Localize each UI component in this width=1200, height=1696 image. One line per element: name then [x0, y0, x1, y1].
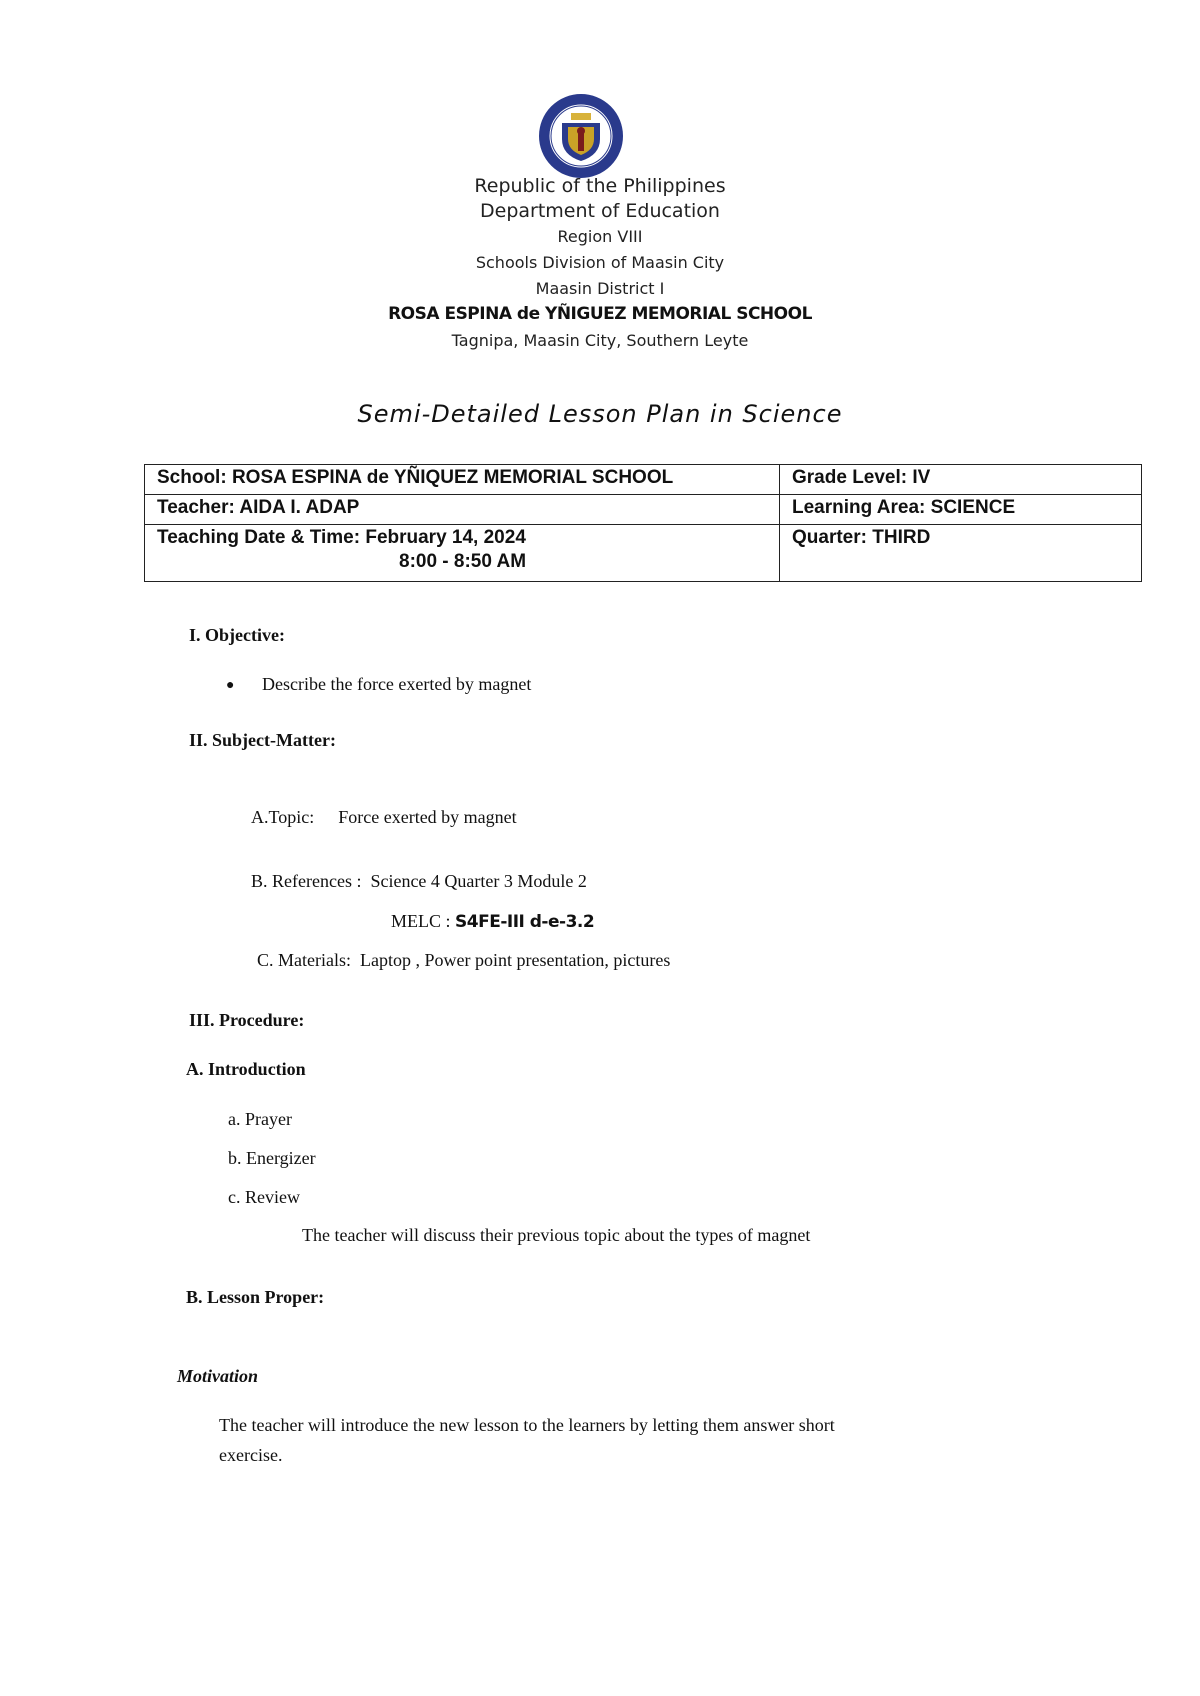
motivation-heading: Motivation — [177, 1366, 259, 1386]
bullet-icon: ● — [226, 678, 235, 693]
list-item: b. Energizer — [228, 1148, 316, 1168]
topic-label: A.Topic: — [251, 807, 315, 827]
melc-value: S4FE-III d-e-3.2 — [455, 912, 595, 932]
melc-line — [391, 911, 594, 932]
introduction-heading: A. Introduction — [186, 1059, 306, 1079]
motivation-text-line1: The teacher will introduce the new lesson to the learners by letting them answer short — [219, 1415, 835, 1435]
quarter-cell: Quarter: THIRD — [780, 525, 1142, 582]
materials-value: Laptop , Power point presentation, pictures — [359, 950, 671, 970]
table-row — [145, 525, 1142, 582]
teaching-date-cell — [145, 525, 780, 582]
grade-level-cell: Grade Level: IV — [780, 465, 1142, 495]
objective-item: Describe the force exerted by magnet — [262, 674, 532, 694]
header-region: Region VIII — [557, 227, 643, 246]
melc-label: MELC : — [391, 911, 451, 931]
header-republic: Republic of the Philippines — [474, 175, 726, 197]
references-value: Science 4 Quarter 3 Module 2 — [370, 871, 587, 891]
deped-seal-icon — [538, 93, 624, 179]
lesson-info-table — [144, 464, 1142, 582]
header-address: Tagnipa, Maasin City, Southern Leyte — [451, 331, 749, 350]
header-school-name: ROSA ESPINA de YÑIGUEZ MEMORIAL SCHOOL — [388, 304, 812, 324]
header-district: Maasin District I — [535, 279, 665, 298]
table-row — [145, 465, 1142, 495]
materials-line — [257, 950, 670, 971]
teaching-time: 8:00 - 8:50 AM — [399, 551, 527, 572]
lesson-proper-heading: B. Lesson Proper: — [186, 1287, 325, 1307]
header-department: Department of Education — [480, 200, 720, 222]
objective-heading: I. Objective: — [189, 625, 285, 645]
table-row — [145, 495, 1142, 525]
topic-value: Force exerted by magnet — [338, 807, 517, 827]
teacher-cell: Teacher: AIDA I. ADAP — [145, 495, 780, 525]
school-cell: School: ROSA ESPINA de YÑIQUEZ MEMORIAL SCHOOL — [145, 465, 780, 495]
motivation-text-line2: exercise. — [219, 1445, 283, 1465]
references-label: B. References : — [251, 871, 362, 891]
learning-area-cell: Learning Area: SCIENCE — [780, 495, 1142, 525]
header-division: Schools Division of Maasin City — [475, 253, 725, 272]
page-title: Semi-Detailed Lesson Plan in Science — [357, 400, 843, 428]
subject-matter-heading: II. Subject-Matter: — [189, 730, 336, 750]
teaching-date: Teaching Date & Time: February 14, 2024 — [157, 527, 526, 548]
materials-label: C. Materials: — [257, 950, 351, 970]
review-text: The teacher will discuss their previous topic about the types of magnet — [302, 1225, 811, 1245]
list-item: a. Prayer — [228, 1109, 292, 1129]
topic-line — [251, 807, 517, 828]
references-line — [251, 871, 587, 892]
list-item: c. Review — [228, 1187, 300, 1207]
procedure-heading: III. Procedure: — [189, 1010, 305, 1030]
